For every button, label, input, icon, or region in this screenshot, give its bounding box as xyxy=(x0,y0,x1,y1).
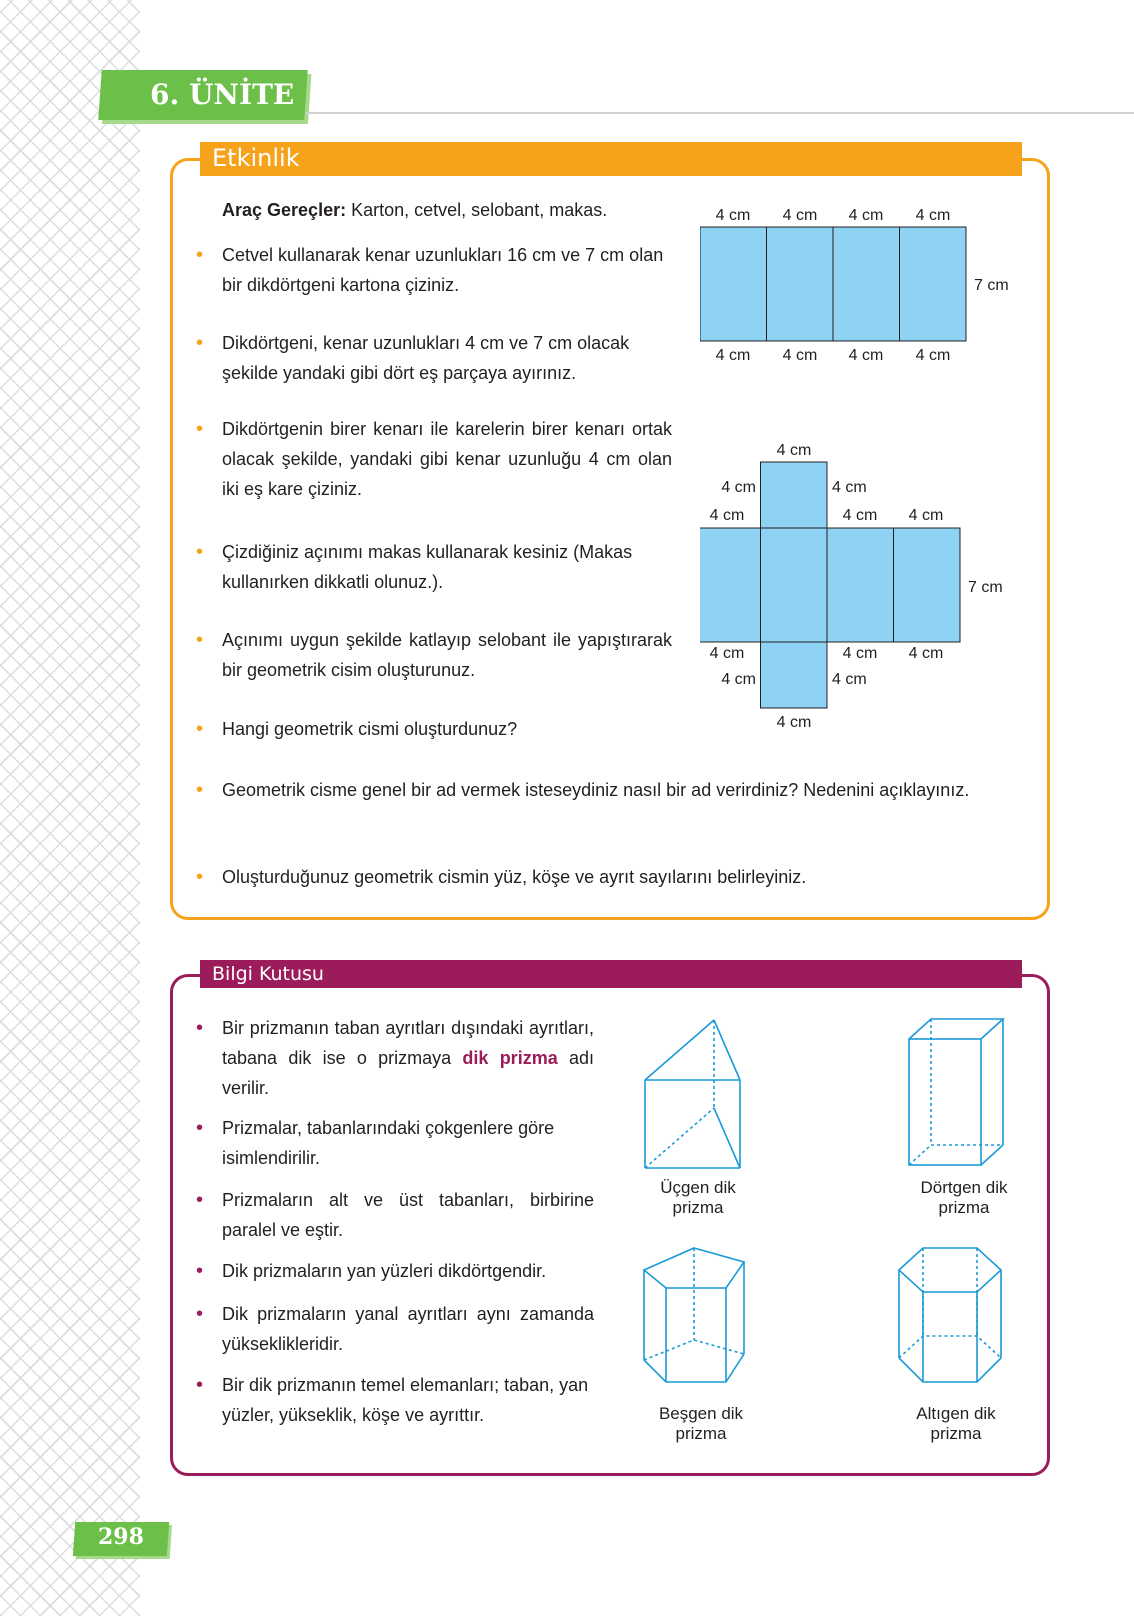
bottom-label: 4 cm xyxy=(848,347,884,364)
triangular-prism-icon xyxy=(640,1010,760,1180)
caption-pentagonal-prism: Beşgen dik prizma xyxy=(658,1404,744,1443)
net-rectangle xyxy=(700,528,960,642)
net-top-label: 4 cm xyxy=(908,507,944,524)
square-left-label: 4 cm xyxy=(721,479,756,496)
etkinlik-header xyxy=(200,142,1022,176)
info-item-1 xyxy=(222,1013,594,1103)
net-bottom-label: 4 cm xyxy=(709,645,745,662)
etkinlik-title: Etkinlik xyxy=(212,144,300,172)
step-4: • Çizdiğiniz açınımı makas kullanarak kesiniz (Makas kullanırken dikkatli olunuz.). xyxy=(222,537,672,597)
step-8: • Oluşturduğunuz geometrik cismin yüz, köşe ve ayrıt sayılarını belirleyiniz. xyxy=(222,862,1022,892)
info-item-6: • Bir dik prizmanın temel elemanları; taban, yan yüzler, yükseklik, köşe ve ayrıttır. xyxy=(222,1370,594,1430)
prism-net-figure xyxy=(700,430,1040,740)
info-item-1-text: Bir prizmanın taban ayrıtları dışındaki ayrıtları, tabana dik ise o prizmaya xyxy=(222,1018,594,1068)
bottom-label: 4 cm xyxy=(715,347,751,364)
step-3: • Dikdörtgenin birer kenarı ile karelerin birer kenarı ortak olacak şekilde, yandaki gibi kenar uzunluğu 4 cm olan iki eş kare çiziniz. xyxy=(222,414,672,504)
bottom-square xyxy=(761,642,828,708)
info-item-3: • Prizmaların alt ve üst tabanları, birbirine paralel ve eştir. xyxy=(222,1185,594,1245)
tools-label: Araç Gereçler: xyxy=(222,200,347,220)
top-label: 4 cm xyxy=(848,207,884,224)
pentagonal-prism-icon xyxy=(640,1240,770,1410)
bottom-label: 4 cm xyxy=(915,347,951,364)
top-square xyxy=(761,462,828,528)
lower-square-bottom-label: 4 cm xyxy=(776,714,812,731)
rectangle-net-figure xyxy=(700,200,1040,380)
net-bottom-label: 4 cm xyxy=(842,645,878,662)
top-label: 4 cm xyxy=(782,207,818,224)
square-right-label: 4 cm xyxy=(832,479,867,496)
step-6: • Hangi geometrik cismi oluşturdunuz? xyxy=(222,714,672,744)
side-pattern xyxy=(0,0,140,1616)
tools-text: Karton, cetvel, selobant, makas. xyxy=(346,200,608,220)
square-top-label: 4 cm xyxy=(776,442,812,459)
tools-line xyxy=(222,195,672,225)
net-top-label: 4 cm xyxy=(842,507,878,524)
info-item-5: • Dik prizmaların yanal ayrıtları aynı zamanda yükseklikleridir. xyxy=(222,1299,594,1359)
net-bottom-label: 4 cm xyxy=(908,645,944,662)
caption-square-prism: Dörtgen dik prizma xyxy=(920,1178,1008,1217)
square-prism-icon xyxy=(905,1015,1015,1175)
info-item-1-end: adı verilir. xyxy=(222,1048,595,1098)
bilgi-title: Bilgi Kutusu xyxy=(212,963,324,985)
lower-square-left-label: 4 cm xyxy=(721,671,756,688)
net-height-label: 7 cm xyxy=(968,579,1003,596)
dik-prizma-term: dik prizma xyxy=(462,1048,558,1068)
info-item-4: • Dik prizmaların yan yüzleri dikdörtgendir. xyxy=(222,1256,594,1286)
lower-square-right-label: 4 cm xyxy=(832,671,867,688)
step-1: • Cetvel kullanarak kenar uzunlukları 16 cm ve 7 cm olan bir dikdörtgeni kartona çiziniz. xyxy=(222,240,672,300)
height-label: 7 cm xyxy=(974,277,1009,294)
unit-title: 6. ÜNİTE xyxy=(150,78,295,111)
hexagonal-prism-icon xyxy=(895,1240,1025,1410)
step-5: • Açınımı uygun şekilde katlayıp selobant ile yapıştırarak bir geometrik cisim oluşturunuz. xyxy=(222,625,672,685)
step-2: • Dikdörtgeni, kenar uzunlukları 4 cm ve 7 cm olacak şekilde yandaki gibi dört eş parçaya ayırınız. xyxy=(222,328,672,388)
caption-triangular-prism: Üçgen dik prizma xyxy=(660,1178,736,1217)
caption-hexagonal-prism: Altıgen dik prizma xyxy=(916,1404,996,1443)
net-top-label: 4 cm xyxy=(709,507,745,524)
bottom-label: 4 cm xyxy=(782,347,818,364)
top-label: 4 cm xyxy=(915,207,951,224)
bilgi-header xyxy=(200,960,1022,988)
top-label: 4 cm xyxy=(715,207,751,224)
info-item-2: • Prizmalar, tabanlarındaki çokgenlere göre isimlendirilir. xyxy=(222,1113,594,1173)
header-rule xyxy=(306,112,1134,114)
step-7: • Geometrik cisme genel bir ad vermek isteseydiniz nasıl bir ad verirdiniz? Nedenini açıklayınız. xyxy=(222,775,1022,805)
page-number: 298 xyxy=(98,1524,144,1550)
